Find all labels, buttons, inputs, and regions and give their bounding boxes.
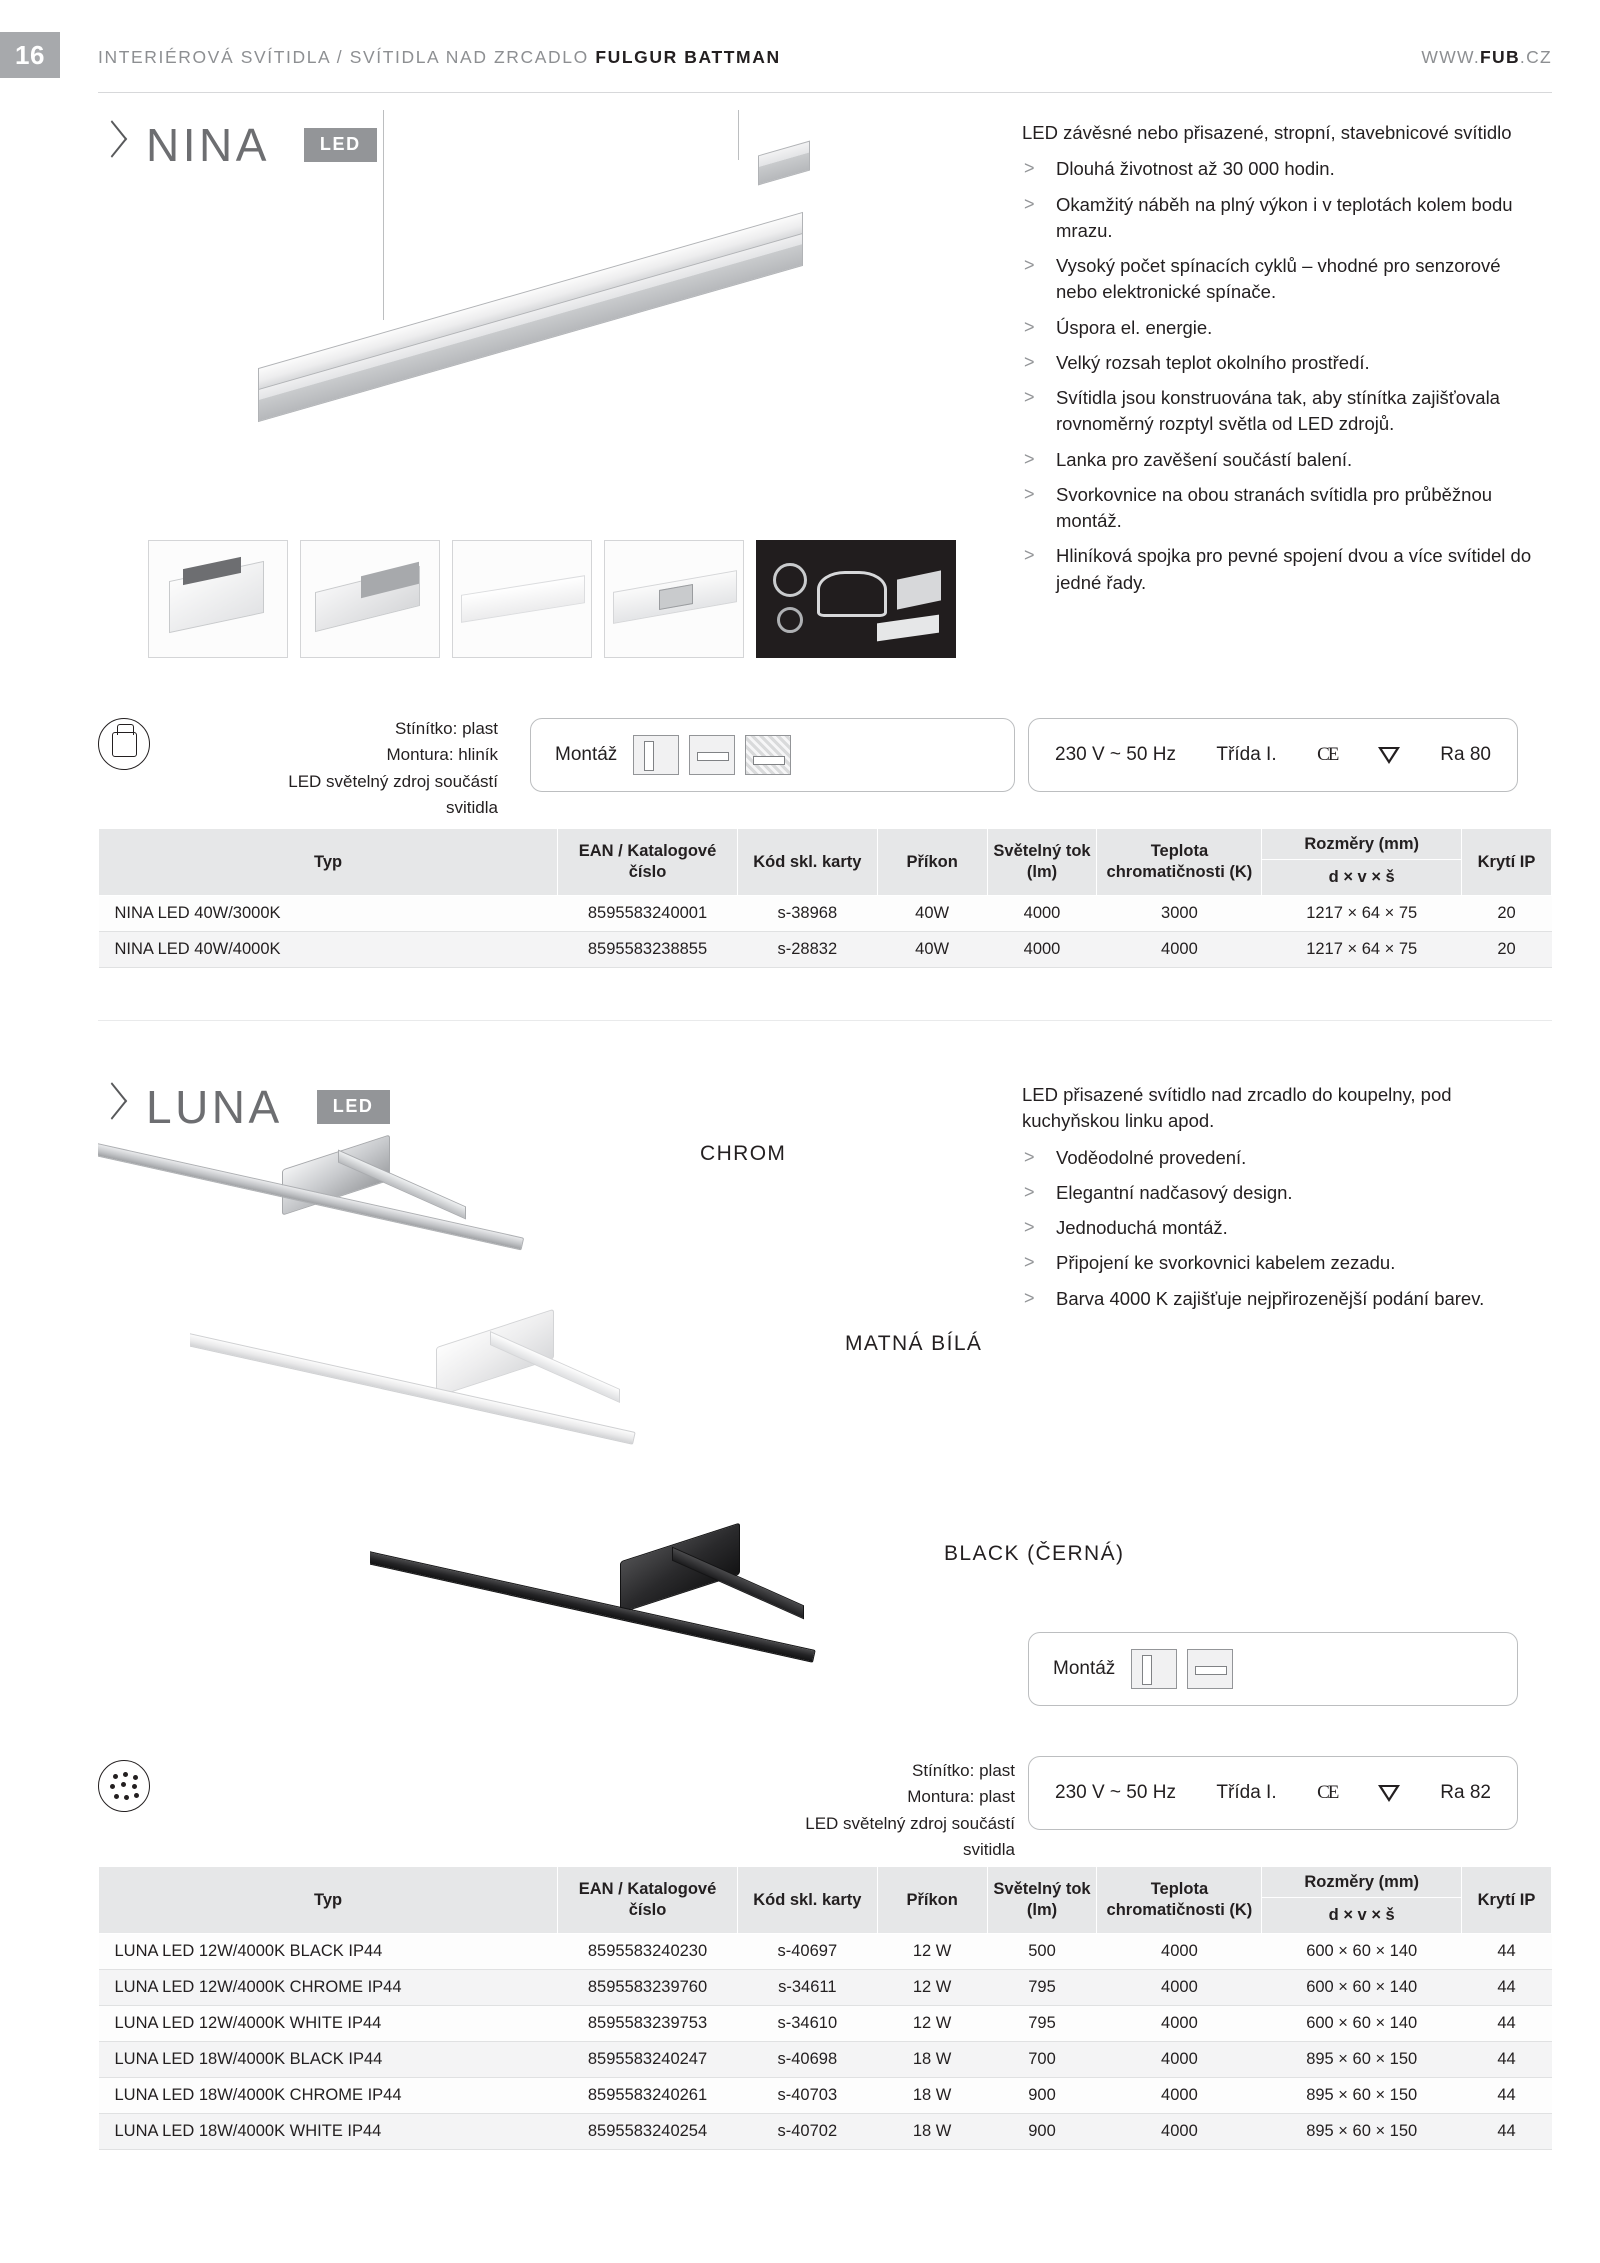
breadcrumb-plain: INTERIÉROVÁ SVÍTIDLA / SVÍTIDLA NAD ZRCADLO xyxy=(98,47,596,67)
list-item xyxy=(1022,253,1542,306)
cell-flux: 4000 xyxy=(987,896,1097,932)
cell-ean: 8595583239753 xyxy=(558,2006,738,2042)
col-dims: Rozměry (mm) xyxy=(1262,829,1462,860)
electrical-box-nina xyxy=(1028,718,1518,792)
cell-power: 40W xyxy=(877,932,987,968)
cell-flux: 795 xyxy=(987,1970,1097,2006)
cell-code: s-28832 xyxy=(737,932,877,968)
ceiling-mount-icon xyxy=(689,735,735,775)
ra-index-label: Ra 80 xyxy=(1440,744,1491,765)
list-item-label: Vysoký počet spínacích cyklů – vhodné pro senzorové nebo elektronické spínače. xyxy=(1056,255,1501,303)
material-icon-badge xyxy=(98,718,150,770)
url-brand: FUB xyxy=(1480,47,1520,67)
cell-code: s-38968 xyxy=(737,896,877,932)
material-line: Stínítko: plast xyxy=(395,719,498,738)
list-item-label: Voděodolné provedení. xyxy=(1056,1146,1247,1168)
list-item xyxy=(1022,315,1542,341)
list-item-label: Hliníková spojka pro pevné spojení dvou a více svítidel do jedné řady. xyxy=(1056,545,1532,593)
bullet-marker-icon: > xyxy=(1024,316,1035,337)
cell-cct: 4000 xyxy=(1097,2114,1262,2150)
list-item-label: Barva 4000 K zajišťuje nejpřirozenější podání barev. xyxy=(1056,1287,1485,1309)
table-row xyxy=(99,1970,1552,2006)
cell-ip: 20 xyxy=(1462,932,1552,968)
variant-label-chrome: CHROM xyxy=(700,1142,787,1165)
variant-label-white: MATNÁ BÍLÁ xyxy=(845,1332,983,1355)
protection-class-label: Třída I. xyxy=(1216,1782,1277,1803)
variant-label-black: BLACK (ČERNÁ) xyxy=(944,1542,1125,1565)
cell-flux: 795 xyxy=(987,2006,1097,2042)
col-dims-sub: d × v × š xyxy=(1262,860,1462,896)
cell-power: 12 W xyxy=(877,2006,987,2042)
col-power: Příkon xyxy=(877,1867,987,1934)
bullet-marker-icon: > xyxy=(1024,545,1035,566)
mounting-label: Montáž xyxy=(1053,1658,1116,1679)
product-name: LUNA xyxy=(146,1081,283,1133)
product-description-nina xyxy=(1022,120,1542,605)
list-item-label: Lanka pro zavěšení součástí balení. xyxy=(1056,448,1353,470)
url-prefix: WWW. xyxy=(1421,47,1481,67)
cell-cct: 4000 xyxy=(1097,932,1262,968)
cell-dims: 600 × 60 × 140 xyxy=(1262,1970,1462,2006)
house-icon xyxy=(112,732,137,757)
cell-code: s-40697 xyxy=(737,1934,877,1970)
cell-power: 12 W xyxy=(877,1934,987,1970)
materials-list-nina xyxy=(248,716,498,821)
cell-cct: 4000 xyxy=(1097,1970,1262,2006)
protection-class-label: Třída I. xyxy=(1216,744,1277,765)
product-name: NINA xyxy=(146,119,270,171)
cell-flux: 900 xyxy=(987,2078,1097,2114)
voltage-label: 230 V ~ 50 Hz xyxy=(1055,744,1176,765)
led-badge: LED xyxy=(304,128,377,162)
bullet-marker-icon: > xyxy=(1024,387,1035,408)
bullet-marker-icon: > xyxy=(1024,193,1035,214)
cell-type: NINA LED 40W/4000K xyxy=(99,932,558,968)
list-item-label: Připojení ke svorkovnici kabelem zezadu. xyxy=(1056,1252,1396,1274)
list-item-label: Dlouhá životnost až 30 000 hodin. xyxy=(1056,158,1335,180)
cell-cct: 4000 xyxy=(1097,1934,1262,1970)
table-row xyxy=(99,2042,1552,2078)
bullet-marker-icon: > xyxy=(1024,483,1035,504)
cell-ean: 8595583240001 xyxy=(558,896,738,932)
col-flux: Světelný tok (lm) xyxy=(987,829,1097,896)
section-divider xyxy=(98,1020,1552,1021)
ce-mark-icon: CE xyxy=(1317,1782,1338,1803)
list-item xyxy=(1022,1145,1542,1171)
bullet-marker-icon: > xyxy=(1024,1146,1035,1167)
mounting-label: Montáž xyxy=(555,744,618,765)
col-ip: Krytí IP xyxy=(1462,1867,1552,1934)
materials-list-luna xyxy=(760,1758,1015,1863)
page-header xyxy=(0,0,1600,92)
cell-flux: 900 xyxy=(987,2114,1097,2150)
cell-code: s-40703 xyxy=(737,2078,877,2114)
cell-code: s-34611 xyxy=(737,1970,877,2006)
cell-ean: 8595583240254 xyxy=(558,2114,738,2150)
table-row xyxy=(99,2078,1552,2114)
cell-ip: 44 xyxy=(1462,1934,1552,1970)
website-url xyxy=(1421,47,1552,68)
list-item xyxy=(1022,447,1542,473)
bullet-marker-icon: > xyxy=(1024,448,1035,469)
url-tld: .CZ xyxy=(1519,47,1552,67)
col-code: Kód skl. karty xyxy=(737,1867,877,1934)
list-item xyxy=(1022,482,1542,535)
cell-dims: 600 × 60 × 140 xyxy=(1262,2006,1462,2042)
feature-list xyxy=(1022,1145,1542,1312)
cell-dims: 895 × 60 × 150 xyxy=(1262,2042,1462,2078)
list-item xyxy=(1022,385,1542,438)
material-line: Montura: plast xyxy=(907,1787,1015,1807)
page-number: 16 xyxy=(0,32,60,78)
ceiling-mount-icon xyxy=(1187,1649,1233,1689)
table-body xyxy=(99,1934,1552,2150)
col-power: Příkon xyxy=(877,829,987,896)
cell-ip: 20 xyxy=(1462,896,1552,932)
material-line: LED světelný zdroj součástí svitidla xyxy=(805,1813,1015,1860)
detail-thumbnail xyxy=(452,540,592,658)
feature-list xyxy=(1022,156,1542,596)
table-row xyxy=(99,932,1552,968)
cell-power: 40W xyxy=(877,896,987,932)
table-row xyxy=(99,896,1552,932)
cell-power: 18 W xyxy=(877,2042,987,2078)
list-item xyxy=(1022,543,1542,596)
cell-dims: 1217 × 64 × 75 xyxy=(1262,896,1462,932)
cell-type: NINA LED 40W/3000K xyxy=(99,896,558,932)
ra-index-label: Ra 82 xyxy=(1440,1782,1491,1803)
ce-mark-icon: CE xyxy=(1317,744,1338,765)
breadcrumb-bold: FULGUR BATTMAN xyxy=(595,47,781,67)
ip44-droplets-icon xyxy=(110,1772,140,1802)
list-item-label: Úspora el. energie. xyxy=(1056,316,1213,338)
product-image-nina xyxy=(98,110,958,470)
cell-ip: 44 xyxy=(1462,2078,1552,2114)
cell-dims: 1217 × 64 × 75 xyxy=(1262,932,1462,968)
table-row xyxy=(99,2006,1552,2042)
list-item-label: Okamžitý náběh na plný výkon i v teplotách kolem bodu mrazu. xyxy=(1056,193,1513,241)
cell-ean: 8595583240247 xyxy=(558,2042,738,2078)
col-flux: Světelný tok (lm) xyxy=(987,1867,1097,1934)
cell-dims: 895 × 60 × 150 xyxy=(1262,2078,1462,2114)
suspension-wire xyxy=(738,110,739,160)
cell-code: s-34610 xyxy=(737,2006,877,2042)
f-mark-icon xyxy=(1378,1785,1400,1802)
wall-mount-icon xyxy=(1131,1649,1177,1689)
list-item xyxy=(1022,1215,1542,1241)
cell-cct: 3000 xyxy=(1097,896,1262,932)
col-dims-sub: d × v × š xyxy=(1262,1898,1462,1934)
table-header-row xyxy=(99,1867,1552,1898)
cell-cct: 4000 xyxy=(1097,2042,1262,2078)
voltage-label: 230 V ~ 50 Hz xyxy=(1055,1782,1176,1803)
col-ean: EAN / Katalogové číslo xyxy=(558,1867,738,1934)
table-row xyxy=(99,1934,1552,1970)
intro-text: LED závěsné nebo přisazené, stropní, stavebnicové svítidlo xyxy=(1022,122,1512,143)
material-line: Stínítko: plast xyxy=(912,1761,1015,1780)
col-dims: Rozměry (mm) xyxy=(1262,1867,1462,1898)
spec-table-nina xyxy=(98,828,1552,968)
cell-type: LUNA LED 12W/4000K WHITE IP44 xyxy=(99,2006,558,2042)
cell-type: LUNA LED 18W/4000K BLACK IP44 xyxy=(99,2042,558,2078)
cell-flux: 4000 xyxy=(987,932,1097,968)
suspension-wire xyxy=(383,110,384,320)
list-item xyxy=(1022,192,1542,245)
bullet-marker-icon: > xyxy=(1024,1287,1035,1308)
luminaire-end-cap xyxy=(758,141,810,186)
list-item xyxy=(1022,1250,1542,1276)
detail-thumbnail xyxy=(300,540,440,658)
cell-power: 18 W xyxy=(877,2114,987,2150)
cell-power: 18 W xyxy=(877,2078,987,2114)
mounting-box-luna xyxy=(1028,1632,1518,1706)
led-badge: LED xyxy=(317,1090,390,1124)
breadcrumb xyxy=(98,47,781,68)
col-cct: Teplota chromatičnosti (K) xyxy=(1097,1867,1262,1934)
table-row xyxy=(99,2114,1552,2150)
product-description-luna xyxy=(1022,1082,1542,1321)
list-item-label: Svorkovnice na obou stranách svítidla pro průběžnou montáž. xyxy=(1056,483,1493,532)
luminaire-diffuser xyxy=(258,212,803,390)
col-cct: Teplota chromatičnosti (K) xyxy=(1097,829,1262,896)
cell-ean: 8595583240230 xyxy=(558,1934,738,1970)
bullet-marker-icon: > xyxy=(1024,1181,1035,1202)
bullet-marker-icon: > xyxy=(1024,158,1035,179)
table-head xyxy=(99,1867,1552,1934)
detail-thumbnail xyxy=(148,540,288,658)
f-mark-icon xyxy=(1378,747,1400,764)
cell-type: LUNA LED 12W/4000K CHROME IP44 xyxy=(99,1970,558,2006)
col-type: Typ xyxy=(99,1867,558,1934)
col-type: Typ xyxy=(99,829,558,896)
list-item xyxy=(1022,1286,1542,1312)
bullet-marker-icon: > xyxy=(1024,1217,1035,1238)
list-item-label: Velký rozsah teplot okolního prostředí. xyxy=(1056,351,1370,373)
table-head xyxy=(99,829,1552,896)
product-image-luna-chrome xyxy=(98,1120,918,1320)
table-body xyxy=(99,896,1552,968)
accessories-thumbnail xyxy=(756,540,956,658)
light-tube xyxy=(190,1328,636,1445)
cell-ip: 44 xyxy=(1462,1970,1552,2006)
cell-code: s-40702 xyxy=(737,2114,877,2150)
intro-text: LED přisazené svítidlo nad zrcadlo do koupelny, pod kuchyňskou linku apod. xyxy=(1022,1084,1452,1132)
cell-ip: 44 xyxy=(1462,2042,1552,2078)
cell-ean: 8595583239760 xyxy=(558,1970,738,2006)
col-ean: EAN / Katalogové číslo xyxy=(558,829,738,896)
list-item-label: Svítidla jsou konstruována tak, aby stínítka zajišťovala rovnoměrný rozptyl světla od LED zdrojů. xyxy=(1056,387,1500,435)
cell-ip: 44 xyxy=(1462,2006,1552,2042)
cell-cct: 4000 xyxy=(1097,2078,1262,2114)
detail-thumbnail xyxy=(604,540,744,658)
luminaire-body xyxy=(258,230,803,422)
wall-mount-icon xyxy=(633,735,679,775)
bullet-marker-icon: > xyxy=(1024,351,1035,372)
list-item xyxy=(1022,350,1542,376)
cell-ip: 44 xyxy=(1462,2114,1552,2150)
bullet-marker-icon: > xyxy=(1024,1252,1035,1273)
cell-ean: 8595583240261 xyxy=(558,2078,738,2114)
material-icon-badge xyxy=(98,1760,150,1812)
col-ip: Krytí IP xyxy=(1462,829,1552,896)
cell-code: s-40698 xyxy=(737,2042,877,2078)
cell-cct: 4000 xyxy=(1097,2006,1262,2042)
cell-flux: 700 xyxy=(987,2042,1097,2078)
cell-dims: 600 × 60 × 140 xyxy=(1262,1934,1462,1970)
recessed-mount-icon xyxy=(745,735,791,775)
material-line: LED světelný zdroj součástí svitidla xyxy=(288,771,498,818)
bullet-marker-icon: > xyxy=(1024,255,1035,276)
electrical-box-luna xyxy=(1028,1756,1518,1830)
header-divider xyxy=(98,92,1552,93)
mounting-box-nina xyxy=(530,718,1015,792)
cell-type: LUNA LED 18W/4000K CHROME IP44 xyxy=(99,2078,558,2114)
cell-type: LUNA LED 12W/4000K BLACK IP44 xyxy=(99,1934,558,1970)
material-line: Montura: hliník xyxy=(386,745,498,765)
cell-dims: 895 × 60 × 150 xyxy=(1262,2114,1462,2150)
list-item xyxy=(1022,1180,1542,1206)
light-tube xyxy=(98,1143,524,1251)
cell-power: 12 W xyxy=(877,1970,987,2006)
list-item xyxy=(1022,156,1542,182)
cell-flux: 500 xyxy=(987,1934,1097,1970)
cell-ean: 8595583238855 xyxy=(558,932,738,968)
spec-table-luna xyxy=(98,1866,1552,2150)
table-header-row xyxy=(99,829,1552,860)
light-tube xyxy=(370,1546,816,1663)
col-code: Kód skl. karty xyxy=(737,829,877,896)
list-item-label: Jednoduchá montáž. xyxy=(1056,1217,1228,1239)
cell-type: LUNA LED 18W/4000K WHITE IP44 xyxy=(99,2114,558,2150)
list-item-label: Elegantní nadčasový design. xyxy=(1056,1181,1293,1203)
